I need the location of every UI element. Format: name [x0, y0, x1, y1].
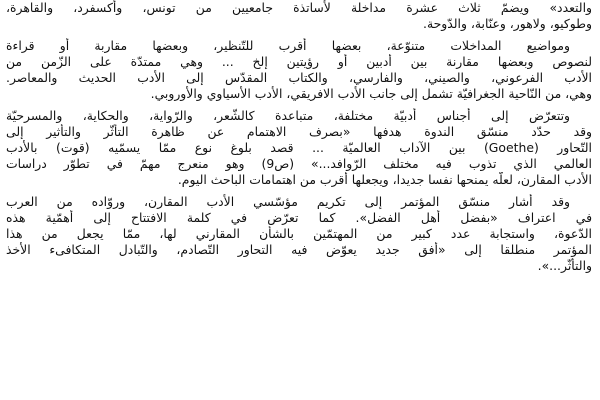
text-line: وطوكيو، ولاهور، وعنّابة، والدّوحة.: [423, 16, 592, 31]
text-line: الأدب الفرعوني، والصيني، والفارسي، والكتاب المقدّس إلى الأدب الحديث والمعاصر.: [6, 70, 592, 85]
paragraph-4: [6, 194, 592, 274]
text-line: العالمي الذي تذوب فيه مختلف الرّوافد...» (ص9) وهو منعرج مهمّ في تطوّر دراسات: [6, 156, 592, 171]
text-line: في اعتراف «بفضل أهل الفضل». كما تعرّض في كلمة الافتتاح إلى أهمّية هذه: [6, 210, 592, 225]
paragraph-1: [6, 0, 592, 32]
text-line: وتتعرّض إلى أجناس أدبيّة مختلفة، متباعدة كالشّعر، والرّواية، والحكاية، والمسرحيّة: [6, 108, 570, 123]
text-line: وقد حدّد منسّق الندوة هدفها «بصرف الاهتمام عن ظاهرة التأثّر والتأثير إلى: [6, 124, 592, 139]
text-line: والتعدد» ويضمّ ثلاث عشرة مداخلة لأساتذة جامعيين من تونس، وأكسفرد، والقاهرة،: [6, 0, 592, 15]
text-line: لنصوص وبعضها مقارنة بين أدبين أو رؤيتين إلخ ... وهي ممتدّة على الزّمن من: [6, 54, 592, 69]
text-line: والتأثّر...».: [537, 258, 592, 273]
text-line: الأدب المقارن، لعلّه يمنحها نفسا جديدا، ويجعلها أقرب من اهتمامات الباحث اليوم.: [177, 172, 592, 187]
text-line: ومواضيع المداخلات متنوّعة، بعضها أقرب للتّنظير، وبعضها مقاربة أو قراءة: [6, 38, 570, 53]
paragraph-2: [6, 38, 592, 102]
paragraph-3: [6, 108, 592, 188]
text-line: المؤتمر منطلقا إلى «أفق جديد يعوّض فيه التحاور التّصادم، والتّبادل المتكافىء الأخذ: [6, 242, 592, 257]
text-line: التّحاور (Goethe) بين الآداب العالميّة ... قصد بلوغ نوع ممّا يسمّيه (قوت) بالأدب: [6, 140, 592, 155]
text-line: الدّعوة، واستجابة عدد كبير من المهتمّين بالشأن المقارني لها، ممّا يجعل من هذا: [6, 226, 592, 241]
text-line: وقد أشار منسّق المؤتمر إلى تكريم مؤسّسي الأدب المقارن، وروّاده من العرب: [6, 194, 570, 209]
text-line: وهي، من النّاحية الجغرافيّة تشمل إلى جانب الأدب الافريقي، الأدب الأسياوي والأوروبي.: [150, 86, 592, 101]
